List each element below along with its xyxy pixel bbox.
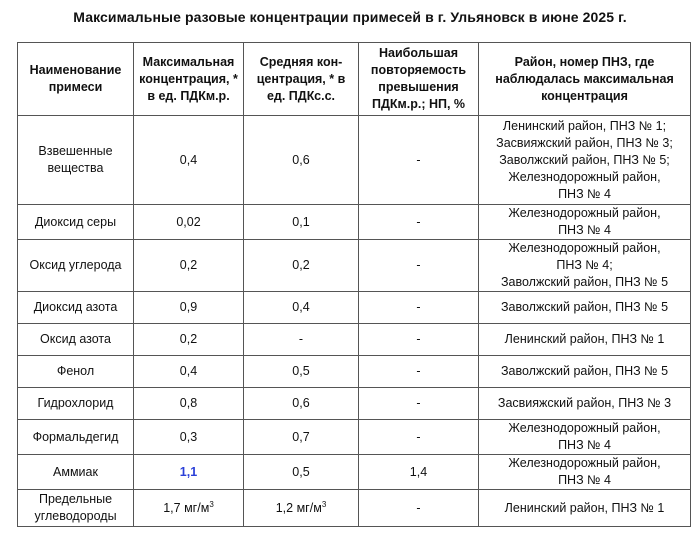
district-line: Железнодорожный район, (508, 206, 661, 220)
table-row (18, 420, 691, 455)
district-line: ПНЗ № 4 (558, 223, 611, 237)
cell-substance: Диоксид серы (18, 205, 134, 240)
district-line: Заволжский район, ПНЗ № 5 (500, 275, 669, 289)
cell-avg: 0,5 (244, 356, 359, 388)
table-row (18, 116, 691, 205)
cell-district (479, 116, 691, 205)
cell-max: 0,4 (134, 356, 244, 388)
cell-district (479, 205, 691, 240)
district-line: Засвияжский район, ПНЗ № 3; (496, 135, 673, 150)
cell-max: 0,02 (134, 205, 244, 240)
cell-substance: Фенол (18, 356, 134, 388)
cell-avg: - (244, 324, 359, 356)
table-row (18, 490, 691, 527)
district-line: Железнодорожный район, (508, 456, 661, 470)
cell-substance: Диоксид азота (18, 292, 134, 324)
table-header-row (18, 43, 691, 116)
cell-max (134, 490, 244, 527)
cell-substance: Предельные углеводороды (18, 490, 134, 527)
max-value: 1,7 мг/м (163, 500, 210, 515)
cell-substance: Аммиак (18, 455, 134, 490)
cell-np: - (359, 490, 479, 527)
cell-np: - (359, 116, 479, 205)
district-line: Заволжский район, ПНЗ № 5; (499, 152, 670, 167)
cell-max: 0,3 (134, 420, 244, 455)
district-line: Железнодорожный район, (508, 421, 661, 435)
district-line: Ленинский район, ПНЗ № 1 (504, 500, 665, 515)
cell-np: 1,4 (359, 455, 479, 490)
cell-substance: Формальдегид (18, 420, 134, 455)
header-exceedance-frequency: Наибольшая повторяемость превышения ПДКм.р.; НП, % (359, 43, 479, 116)
district-line: ПНЗ № 4 (558, 438, 611, 452)
district-line: ПНЗ № 4 (558, 186, 611, 201)
avg-unit-superscript: 3 (321, 499, 327, 509)
header-avg-concentration: Средняя кон-центрация, * в ед. ПДКс.с. (244, 43, 359, 116)
district-line: Ленинский район, ПНЗ № 1; (502, 118, 667, 133)
cell-avg: 0,7 (244, 420, 359, 455)
cell-np: - (359, 240, 479, 292)
cell-avg: 0,6 (244, 388, 359, 420)
district-line: Заволжский район, ПНЗ № 5 (500, 300, 669, 314)
district-line: Ленинский район, ПНЗ № 1 (504, 332, 665, 346)
cell-district (479, 455, 691, 490)
cell-max: 0,2 (134, 324, 244, 356)
table-row (18, 455, 691, 490)
district-line: ПНЗ № 4; (556, 258, 613, 272)
cell-district (479, 292, 691, 324)
cell-avg: 0,1 (244, 205, 359, 240)
cell-district (479, 356, 691, 388)
header-max-concentration: Максимальная концентрация, * в ед. ПДКм.р. (134, 43, 244, 116)
cell-avg (244, 490, 359, 527)
cell-avg: 0,4 (244, 292, 359, 324)
avg-value: 1,2 мг/м (275, 500, 322, 515)
cell-max: 0,2 (134, 240, 244, 292)
cell-np: - (359, 205, 479, 240)
page-title: Максимальные разовые концентрации примесей в г. Ульяновск в июне 2025 г. (73, 9, 627, 25)
table-row (18, 324, 691, 356)
cell-max-highlighted: 1,1 (134, 455, 244, 490)
cell-substance: Оксид углерода (18, 240, 134, 292)
cell-district (479, 490, 691, 527)
header-substance: Наименование примеси (18, 43, 134, 116)
cell-district (479, 420, 691, 455)
cell-max: 0,8 (134, 388, 244, 420)
cell-avg: 0,6 (244, 116, 359, 205)
table-row (18, 205, 691, 240)
cell-district (479, 324, 691, 356)
cell-district (479, 388, 691, 420)
concentrations-table (17, 42, 691, 527)
cell-np: - (359, 324, 479, 356)
cell-substance: Взвешенные вещества (18, 116, 134, 205)
district-line: Железнодорожный район, (508, 169, 661, 184)
cell-np: - (359, 292, 479, 324)
cell-substance: Оксид азота (18, 324, 134, 356)
cell-max: 0,9 (134, 292, 244, 324)
table-row (18, 388, 691, 420)
cell-avg: 0,5 (244, 455, 359, 490)
table-row (18, 356, 691, 388)
table-row (18, 240, 691, 292)
cell-np: - (359, 388, 479, 420)
cell-np: - (359, 356, 479, 388)
cell-max: 0,4 (134, 116, 244, 205)
cell-avg: 0,2 (244, 240, 359, 292)
cell-district (479, 240, 691, 292)
max-unit-superscript: 3 (209, 499, 214, 509)
cell-np: - (359, 420, 479, 455)
cell-substance: Гидрохлорид (18, 388, 134, 420)
district-line: Заволжский район, ПНЗ № 5 (500, 364, 669, 378)
district-line: Железнодорожный район, (508, 241, 661, 255)
district-line: ПНЗ № 4 (558, 473, 611, 487)
header-district: Район, номер ПНЗ, где наблюдалась максимальная концентрация (479, 43, 691, 116)
table-row (18, 292, 691, 324)
district-line: Засвияжский район, ПНЗ № 3 (497, 396, 672, 410)
